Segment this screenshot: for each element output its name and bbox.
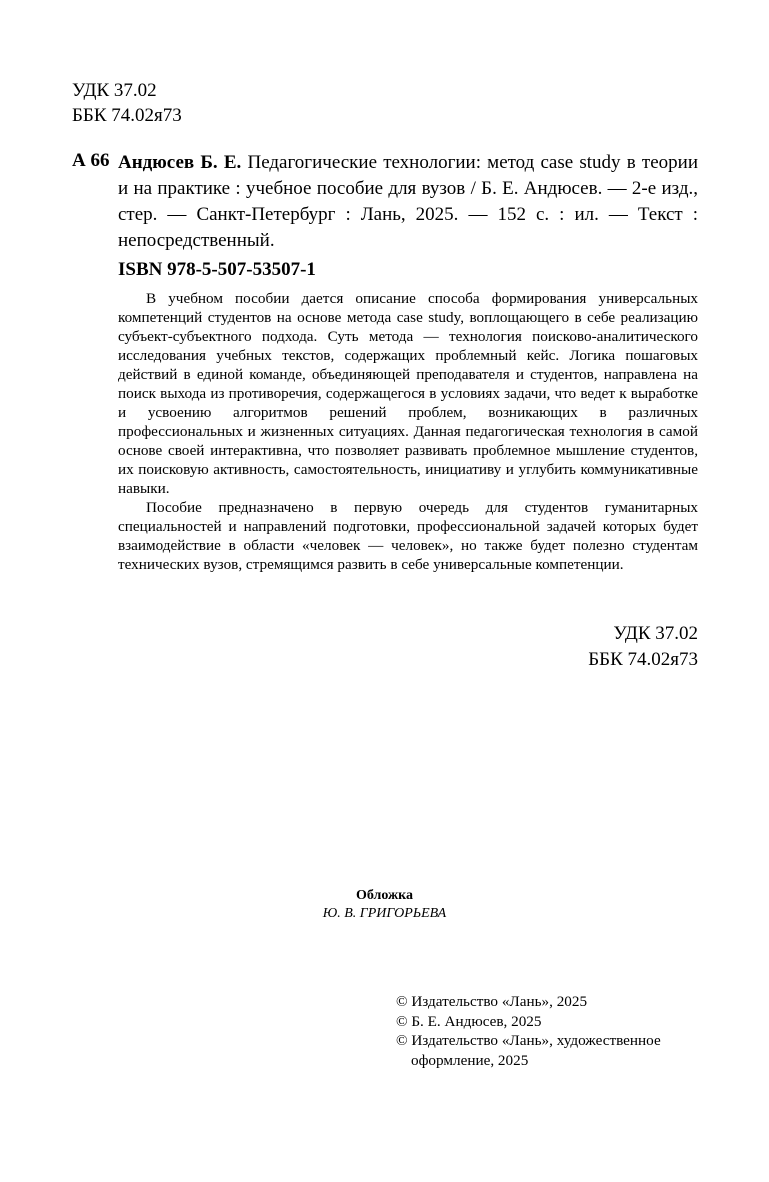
abstract-paragraph: Пособие предназначено в первую очередь для студентов гуманитарных специальностей и направлений подготовки, профессиональной задачей которых будет взаимодействие в области «человек — человек», но также будет полезно студентам технических вузов, стремящимся развить в себе универсальные компетенции.	[118, 499, 698, 573]
bbk-code: ББК 74.02я73	[72, 105, 182, 126]
cover-label: Обложка	[355, 888, 414, 903]
cover-credit	[0, 887, 769, 923]
copyright-block	[396, 992, 661, 1070]
abstract-paragraph: В учебном пособии дается описание способа формирования универсальных компетенций студентов на основе метода case study, воплощающего в себе реализацию субъект-субъектного подхода. Суть метода — технология поисково-аналитического исследования учебных текстов, содержащих проблемный кейс. Логика пошаговых действий в единой команде, объединяющей преподавателя и студентов, направлена на поиск выхода из противоречия, содержащегося в условиях задачи, что ведет к выработке и усвоению алгоритмов решений проблем, возникающих в различных профессиональных и жизненных ситуациях. Данная педагогическая технология в самой основе своей интерактивна, что позволяет развивать проблемное мышление студентов, их поисковую активность, самостоятельность, инициативу и углубить коммуникативные навыки.	[118, 290, 698, 497]
classification-top	[72, 78, 182, 128]
bibliographic-record	[118, 150, 698, 254]
copyright-line: © Издательство «Лань», 2025	[396, 993, 588, 1010]
author-code: А 66	[72, 150, 110, 171]
author-name: Андюсев Б. Е.	[118, 152, 242, 173]
copyright-line: © Издательство «Лань», художественное	[396, 1032, 661, 1049]
classification-bottom	[588, 621, 698, 673]
udk-code: УДК 37.02	[72, 80, 157, 101]
copyright-line: © Б. Е. Андюсев, 2025	[396, 1012, 542, 1030]
udk-code: УДК 37.02	[613, 623, 698, 644]
copyright-line: оформление, 2025	[411, 1051, 529, 1069]
isbn: ISBN 978-5-507-53507-1	[118, 259, 316, 280]
abstract	[118, 289, 698, 574]
bibliographic-description: Педагогические технологии: метод case study в теории и на практике : учебное пособие для вузов / Б. Е. Андюсев. — 2-е изд., стер. — Санкт-Петербург : Лань, 2025. — 152 с. : ил. — Текст : непосредственный.	[118, 152, 698, 251]
bbk-code: ББК 74.02я73	[588, 649, 698, 670]
cover-designer: Ю. В. ГРИГОРЬЕВА	[322, 906, 447, 921]
